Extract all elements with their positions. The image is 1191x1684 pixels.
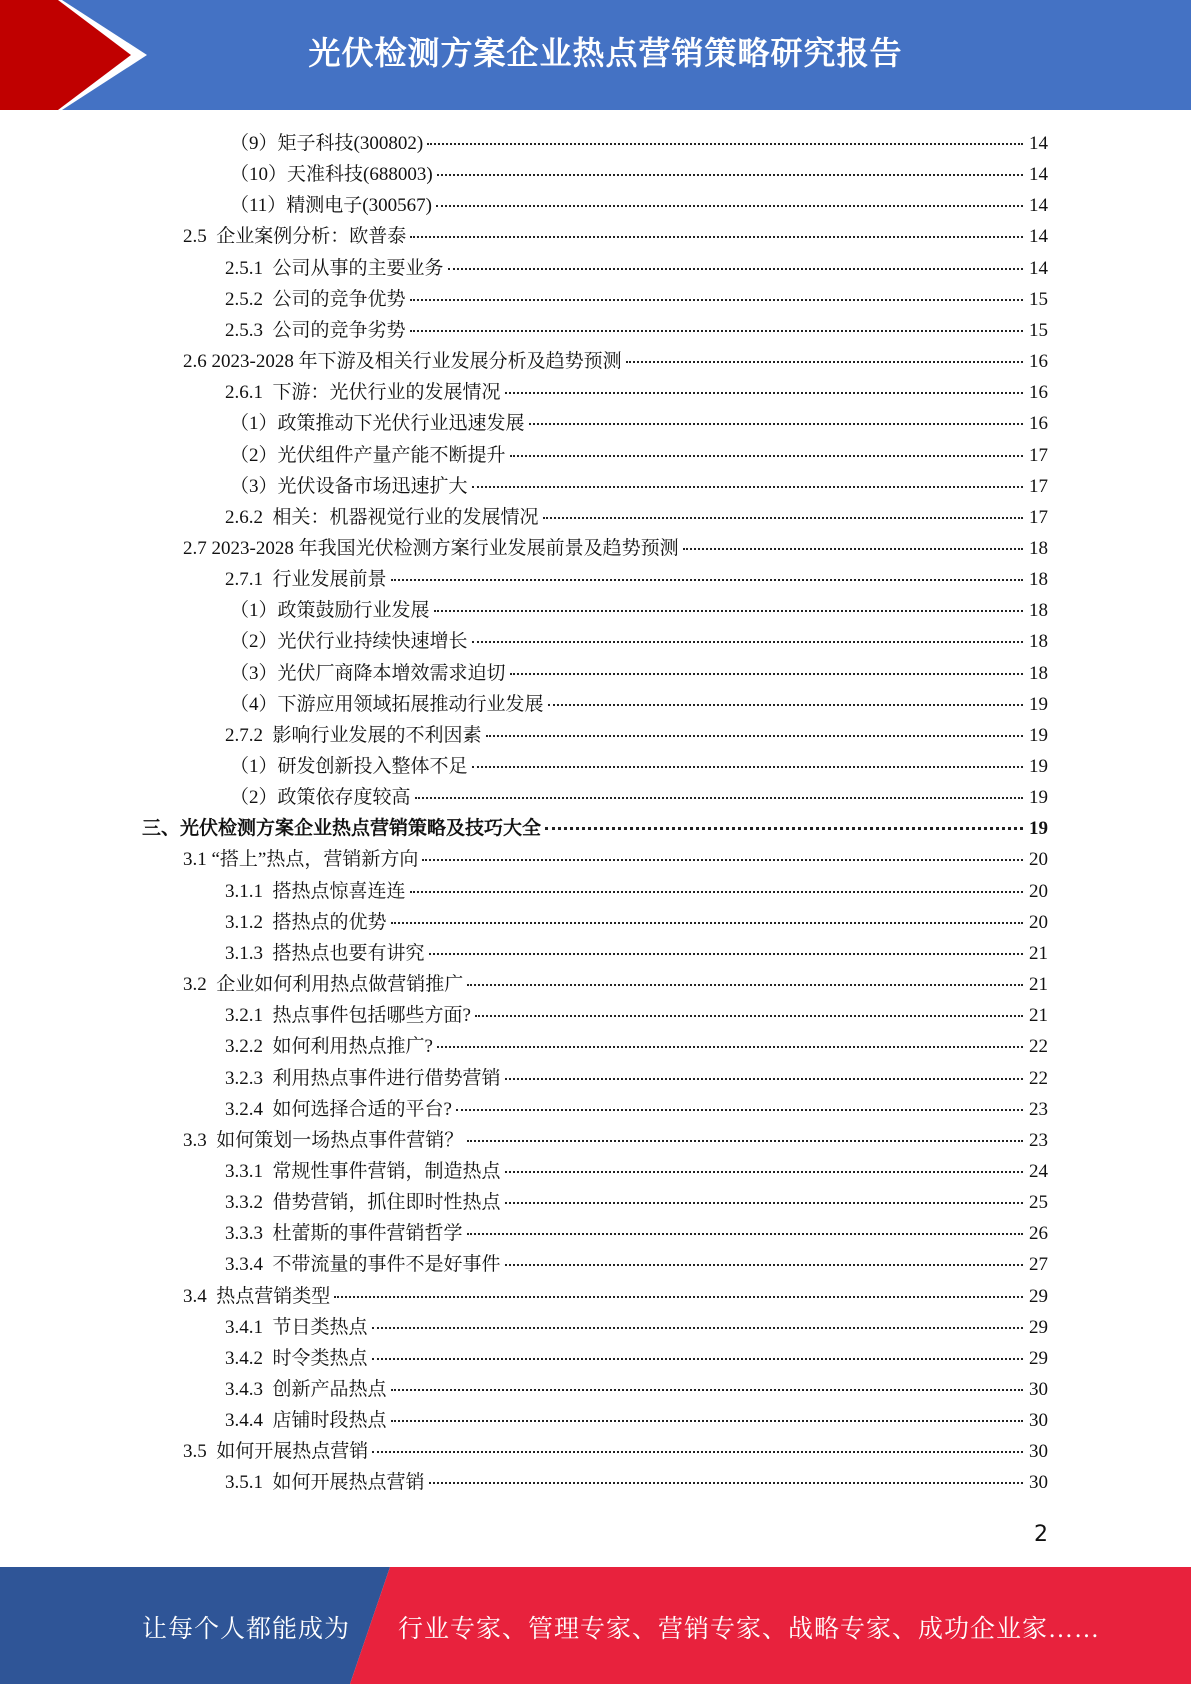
page-number: 2	[1034, 1522, 1048, 1547]
toc-entry[interactable]	[230, 689, 1048, 720]
toc-entry[interactable]	[225, 720, 1048, 751]
toc-leader-dots	[372, 1327, 1023, 1329]
toc-entry-label: 3.4.3 创新产品热点	[225, 1379, 387, 1400]
toc-entry-page: 17	[1029, 507, 1048, 528]
toc-entry-page: 20	[1029, 912, 1048, 933]
toc-leader-dots	[545, 827, 1023, 830]
toc-leader-dots	[467, 1233, 1023, 1235]
toc-entry-label: 3.1.3 搭热点也要有讲究	[225, 943, 425, 964]
toc-leader-dots	[334, 1296, 1023, 1298]
toc-entry-page: 15	[1029, 320, 1048, 341]
toc-entry-page: 22	[1029, 1068, 1048, 1089]
toc-entry-label: （2）政策依存度较高	[230, 787, 411, 808]
toc-entry-page: 22	[1029, 1036, 1048, 1057]
toc-entry-label: 3.4.4 店铺时段热点	[225, 1410, 387, 1431]
toc-entry-label: 3.3 如何策划一场热点事件营销？	[183, 1130, 464, 1151]
footer-slogan-right: 行业专家、管理专家、营销专家、战略专家、成功企业家……	[398, 1616, 1101, 1643]
toc-entry-label: 3.2.4 如何选择合适的平台?	[225, 1099, 452, 1120]
toc-entry[interactable]	[183, 969, 1048, 1000]
toc-entry[interactable]	[225, 1249, 1048, 1280]
toc-entry-label: 2.7.1 行业发展前景	[225, 569, 387, 590]
toc-entry-label: 2.6.2 相关：机器视觉行业的发展情况	[225, 507, 539, 528]
toc-entry-page: 29	[1029, 1286, 1048, 1307]
toc-leader-dots	[467, 1140, 1023, 1142]
toc-entry[interactable]	[230, 626, 1048, 657]
toc-leader-dots	[436, 205, 1023, 207]
toc-entry-label: （4）下游应用领域拓展推动行业发展	[230, 694, 544, 715]
toc-entry-page: 23	[1029, 1130, 1048, 1151]
toc-entry-label: （11）精测电子(300567)	[230, 195, 432, 216]
toc-entry[interactable]	[225, 907, 1048, 938]
toc-entry-page: 29	[1029, 1348, 1048, 1369]
toc-entry[interactable]	[225, 1218, 1048, 1249]
toc-entry-page: 19	[1029, 818, 1048, 839]
toc-entry[interactable]	[230, 471, 1048, 502]
toc-entry[interactable]	[183, 346, 1048, 377]
toc-entry[interactable]	[183, 1281, 1048, 1312]
toc-entry-label: 3.2.2 如何利用热点推广?	[225, 1036, 433, 1057]
toc-entry-page: 18	[1029, 538, 1048, 559]
toc-entry[interactable]	[230, 190, 1048, 221]
toc-leader-dots	[410, 299, 1023, 301]
toc-entry[interactable]	[225, 1343, 1048, 1374]
toc-leader-dots	[529, 423, 1023, 425]
toc-entry-label: 3.2 企业如何利用热点做营销推广	[183, 974, 464, 995]
toc-leader-dots	[548, 704, 1023, 706]
toc-leader-dots	[391, 922, 1023, 924]
toc-entry-page: 14	[1029, 164, 1048, 185]
toc-entry-label: 3.4.1 节日类热点	[225, 1317, 368, 1338]
toc-entry-page: 29	[1029, 1317, 1048, 1338]
toc-entry-label: （9）矩子科技(300802)	[230, 133, 424, 154]
toc-entry-label: （2）光伏组件产量产能不断提升	[230, 445, 506, 466]
toc-entry[interactable]	[225, 284, 1048, 315]
toc-entry-page: 26	[1029, 1223, 1048, 1244]
toc-leader-dots	[467, 984, 1023, 986]
toc-entry-label: 三、光伏检测方案企业热点营销策略及技巧大全	[142, 818, 542, 839]
toc-entry-label: （3）光伏设备市场迅速扩大	[230, 476, 468, 497]
toc-entry-page: 18	[1029, 569, 1048, 590]
toc-entry-page: 19	[1029, 694, 1048, 715]
toc-entry[interactable]	[225, 1156, 1048, 1187]
toc-leader-dots	[372, 1358, 1023, 1360]
toc-leader-dots	[505, 1078, 1023, 1080]
toc-entry-page: 18	[1029, 600, 1048, 621]
toc-entry[interactable]	[230, 658, 1048, 689]
toc-entry-label: 3.1 “搭上”热点，营销新方向	[183, 849, 419, 870]
toc-entry-label: 3.2.3 利用热点事件进行借势营销	[225, 1068, 501, 1089]
toc-entry-label: （1）研发创新投入整体不足	[230, 756, 468, 777]
toc-entry[interactable]	[225, 502, 1048, 533]
toc-leader-dots	[429, 953, 1023, 955]
toc-entry[interactable]	[230, 159, 1048, 190]
toc-entry[interactable]	[225, 1312, 1048, 1343]
toc-leader-dots	[472, 766, 1023, 768]
toc-leader-dots	[437, 1046, 1023, 1048]
toc-entry-label: 2.5.3 公司的竞争劣势	[225, 320, 406, 341]
toc-leader-dots	[410, 236, 1023, 238]
toc-entry-label: 2.5.1 公司从事的主要业务	[225, 258, 444, 279]
toc-entry-page: 19	[1029, 787, 1048, 808]
toc-entry-page: 23	[1029, 1099, 1048, 1120]
toc-entry-page: 14	[1029, 195, 1048, 216]
toc-leader-dots	[372, 1451, 1023, 1453]
toc-entry-label: 3.5.1 如何开展热点营销	[225, 1472, 425, 1493]
footer-slogan-left: 让每个人都能成为	[142, 1616, 351, 1643]
toc-entry-label: 2.5.2 公司的竞争优势	[225, 289, 406, 310]
toc-entry[interactable]	[183, 221, 1048, 252]
toc-entry-page: 21	[1029, 974, 1048, 995]
toc-leader-dots	[505, 392, 1023, 394]
toc-leader-dots	[505, 1202, 1023, 1204]
toc-entry[interactable]	[183, 1125, 1048, 1156]
toc-leader-dots	[422, 859, 1023, 861]
toc-leader-dots	[391, 1389, 1023, 1391]
toc-entry-page: 17	[1029, 445, 1048, 466]
toc-entry[interactable]	[230, 440, 1048, 471]
toc-leader-dots	[391, 579, 1023, 581]
toc-entry-label: 2.5 企业案例分析：欧普泰	[183, 226, 407, 247]
toc-leader-dots	[427, 143, 1023, 145]
toc-entry[interactable]	[225, 1031, 1048, 1062]
toc-entry[interactable]	[225, 1094, 1048, 1125]
toc-entry-label: 3.4.2 时令类热点	[225, 1348, 368, 1369]
toc-entry-label: 3.3.3 杜蕾斯的事件营销哲学	[225, 1223, 463, 1244]
toc-entry[interactable]	[225, 1467, 1048, 1498]
toc-entry-page: 21	[1029, 1005, 1048, 1026]
toc-entry-label: 3.3.1 常规性事件营销，制造热点	[225, 1161, 501, 1182]
toc-entry-label: 3.1.2 搭热点的优势	[225, 912, 387, 933]
toc-entry[interactable]	[225, 1187, 1048, 1218]
page-header	[0, 0, 1191, 110]
toc-leader-dots	[391, 1420, 1023, 1422]
toc-entry[interactable]	[225, 253, 1048, 284]
toc-leader-dots	[437, 174, 1023, 176]
toc-entry[interactable]	[225, 564, 1048, 595]
toc-entry[interactable]	[230, 595, 1048, 626]
toc-entry-page: 19	[1029, 725, 1048, 746]
toc-entry[interactable]	[183, 533, 1048, 564]
toc-entry-page: 16	[1029, 351, 1048, 372]
toc-entry-page: 30	[1029, 1441, 1048, 1462]
page-footer	[0, 1567, 1191, 1684]
toc-entry[interactable]	[183, 1436, 1048, 1467]
toc-leader-dots	[429, 1482, 1023, 1484]
toc-entry-page: 25	[1029, 1192, 1048, 1213]
toc-entry-page: 20	[1029, 849, 1048, 870]
toc-leader-dots	[448, 268, 1023, 270]
toc-entry[interactable]	[230, 408, 1048, 439]
toc-entry-label: （1）政策鼓励行业发展	[230, 600, 430, 621]
toc-leader-dots	[543, 517, 1023, 519]
toc-entry-page: 16	[1029, 413, 1048, 434]
toc-entry-label: 2.6.1 下游：光伏行业的发展情况	[225, 382, 501, 403]
toc-entry[interactable]	[230, 751, 1048, 782]
toc-leader-dots	[505, 1264, 1023, 1266]
toc-entry-page: 19	[1029, 756, 1048, 777]
document-title: 光伏检测方案企业热点营销策略研究报告	[308, 34, 903, 72]
toc-entry[interactable]	[142, 813, 1048, 844]
toc-entry-label: （10）天准科技(688003)	[230, 164, 433, 185]
toc-entry-page: 16	[1029, 382, 1048, 403]
toc-entry-page: 20	[1029, 881, 1048, 902]
toc-entry-label: 3.3.4 不带流量的事件不是好事件	[225, 1254, 501, 1275]
toc-leader-dots	[410, 330, 1023, 332]
toc-entry-label: 2.6 2023-2028 年下游及相关行业发展分析及趋势预测	[183, 351, 622, 372]
toc-entry-label: （2）光伏行业持续快速增长	[230, 631, 468, 652]
toc-entry[interactable]	[225, 377, 1048, 408]
toc-entry-page: 14	[1029, 258, 1048, 279]
toc-leader-dots	[486, 735, 1023, 737]
toc-entry-page: 14	[1029, 226, 1048, 247]
toc-entry[interactable]	[230, 128, 1048, 159]
toc-entry[interactable]	[225, 876, 1048, 907]
toc-entry-page: 30	[1029, 1379, 1048, 1400]
toc-entry-page: 15	[1029, 289, 1048, 310]
toc-leader-dots	[410, 891, 1023, 893]
toc-entry-page: 14	[1029, 133, 1048, 154]
toc-entry-page: 27	[1029, 1254, 1048, 1275]
toc-leader-dots	[475, 1015, 1023, 1017]
toc-entry[interactable]	[230, 782, 1048, 813]
toc-leader-dots	[505, 1171, 1023, 1173]
toc-entry-label: 3.2.1 热点事件包括哪些方面?	[225, 1005, 471, 1026]
toc-entry-page: 17	[1029, 476, 1048, 497]
toc-leader-dots	[472, 641, 1023, 643]
toc-entry[interactable]	[225, 1063, 1048, 1094]
toc-leader-dots	[434, 610, 1023, 612]
toc-leader-dots	[472, 486, 1023, 488]
toc-entry-page: 21	[1029, 943, 1048, 964]
toc-entry-label: 3.4 热点营销类型	[183, 1286, 331, 1307]
toc-entry-page: 18	[1029, 663, 1048, 684]
toc-entry-label: 3.5 如何开展热点营销	[183, 1441, 369, 1462]
toc-entry-label: 2.7.2 影响行业发展的不利因素	[225, 725, 482, 746]
toc-leader-dots	[626, 361, 1023, 363]
toc-entry-label: 3.3.2 借势营销，抓住即时性热点	[225, 1192, 501, 1213]
toc-entry[interactable]	[225, 938, 1048, 969]
toc-leader-dots	[510, 673, 1023, 675]
toc-entry[interactable]	[225, 1405, 1048, 1436]
toc-entry-page: 30	[1029, 1472, 1048, 1493]
toc-entry[interactable]	[225, 1000, 1048, 1031]
toc-entry-label: 2.7 2023-2028 年我国光伏检测方案行业发展前景及趋势预测	[183, 538, 679, 559]
toc-entry[interactable]	[225, 1374, 1048, 1405]
toc-leader-dots	[456, 1109, 1023, 1111]
toc-entry-page: 24	[1029, 1161, 1048, 1182]
toc-entry-label: 3.1.1 搭热点惊喜连连	[225, 881, 406, 902]
toc-leader-dots	[683, 548, 1023, 550]
toc-entry-page: 30	[1029, 1410, 1048, 1431]
toc-entry-page: 18	[1029, 631, 1048, 652]
toc-entry[interactable]	[225, 315, 1048, 346]
toc-leader-dots	[510, 455, 1023, 457]
toc-entry-label: （1）政策推动下光伏行业迅速发展	[230, 413, 525, 434]
toc-entry-label: （3）光伏厂商降本增效需求迫切	[230, 663, 506, 684]
toc-entry[interactable]	[183, 844, 1048, 875]
toc-leader-dots	[415, 797, 1023, 799]
